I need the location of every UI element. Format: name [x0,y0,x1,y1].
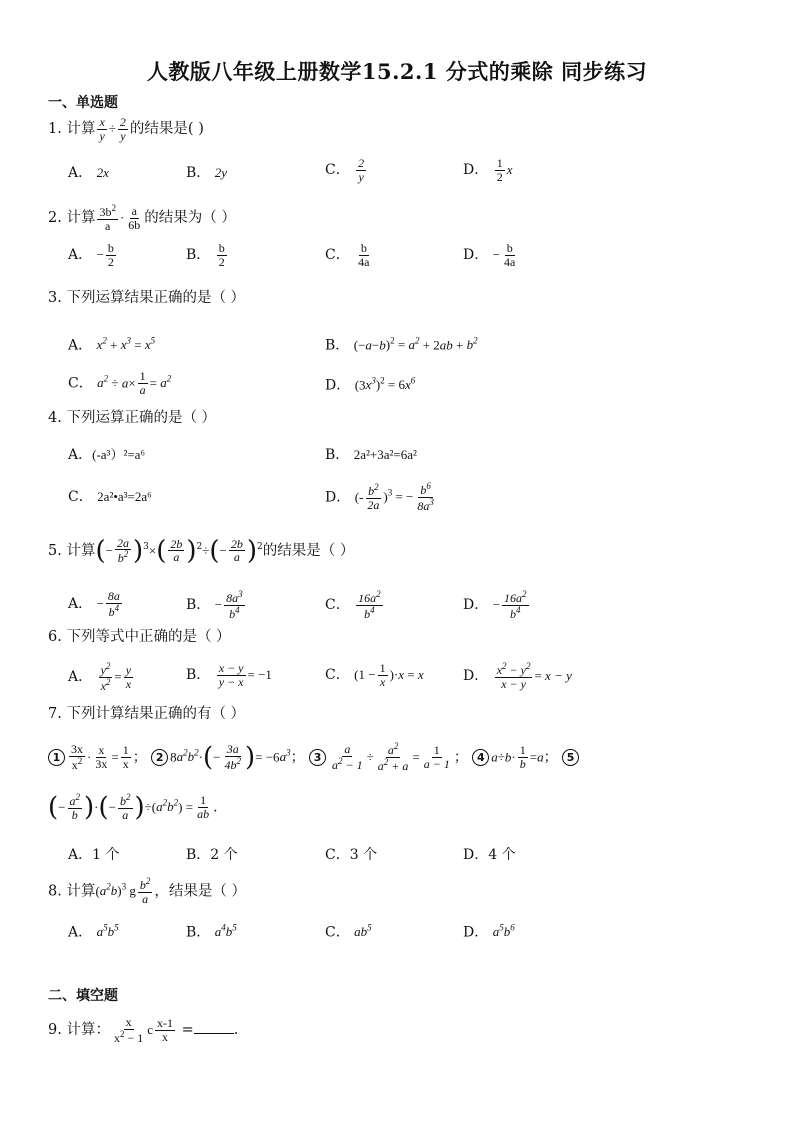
q7-option-a[interactable]: A．1 个 [68,847,120,863]
q5-option-a[interactable]: A． − $\frac{8a}{b^4}$ [68,589,120,619]
q6-option-d[interactable]: D． $\frac{x^2 - y^2}{x - y}$ = x − y [463,661,572,691]
q6-option-b[interactable]: B． $\frac{x - y}{y - x}$ = −1 [186,661,272,689]
q2-option-b[interactable]: B． $\frac{b}{2}$ [186,241,225,269]
q3-option-c[interactable]: C． $a^2 \div a\times$ $\frac{1}{a}$ = $a^2$ [68,369,172,397]
q7-statements-row2: (− $\frac{a^2}{b}$ )·(− $\frac{b^2}{a}$ )$\div(a^2b^2)$ = $\frac{1}{ab}$ . [48,792,218,823]
q6-option-a[interactable]: A． $\frac{y^2}{x^2}$ = $\frac{y}{x}$ [68,661,132,693]
q8-option-a[interactable]: A． $a^5b^5$ [68,923,119,941]
q3-option-a[interactable]: A． $x^2 + x^3 = x^5$ [68,336,156,354]
question-7: 7. 下列计算结果正确的有（ ） [48,706,246,722]
question-3: 3. 下列运算结果正确的是（ ） [48,290,246,306]
q5-option-d[interactable]: D． − $\frac{16a^2}{b^4}$ [463,589,527,621]
question-8: 8. 计算$(a^2b)^3$ g $\frac{b^2}{a}$ ，结果是（ ） [48,876,246,906]
q1-option-a[interactable]: A． 2x [68,165,109,181]
q4-option-d[interactable]: D． (- $\frac{b^2}{2a}$ )$^3$ = − $\frac{b^6}{8a^3}$ [325,481,434,513]
q3-option-d[interactable]: D． $(3x^3)^2 = 6x^6$ [325,376,416,394]
q6-option-c[interactable]: C． (1 − $\frac{1}{x}$ )·x = x [325,661,424,689]
q4-option-a[interactable]: A．(-a³）²=a⁶ [68,447,145,463]
q7-statements-row1: 1 $\frac{3x}{x^2}$ · $\frac{x}{3x}$ = $\frac{1}{x}$ ； 2 $8a^2b^2\cdot(-$ $\frac{3a}{4b^2}$ )= $-6a^3$； 3 $\frac{a}{a^2 - 1}$ ÷ $\frac{a^2}{a^2 + a}$ = $\frac{1}{a - 1}$ ； 4 a÷b· $\frac{1}{b}$ =a； 5 [48,742,581,772]
q5-option-b[interactable]: B． − $\frac{8a^3}{b^4}$ [186,589,243,621]
question-1: 1. 计算 $\frac{x}{y}$ ÷ $\frac{2}{y}$ 的结果是( ) [48,115,204,143]
q3-option-b[interactable]: B． $(-a-b)^2 = a^2 + 2ab + b^2$ [325,336,478,354]
question-5: 5. 计算(− $\frac{2a}{b^2}$ )$^3$×( $\frac{2b}{a}$ )$^2$÷(− $\frac{2b}{a}$ )$^2$的结果是（ ） [48,535,355,566]
question-2: 2. 计算 $\frac{3b^2}{a}$ · $\frac{a}{6b}$ 的结果为（ ） [48,203,236,233]
q8-option-c[interactable]: C． $ab^5$ [325,923,372,941]
page-title: 人教版八年级上册数学15.2.1 分式的乘除 同步练习 [146,59,648,84]
q1-option-d[interactable]: D． $\frac{1}{2}$ x [463,156,513,184]
q8-option-b[interactable]: B． $a^4b^5$ [186,923,237,941]
q1-option-b[interactable]: B． 2y [186,165,228,181]
q4-option-c[interactable]: C． 2a²•a³=2a⁶ [68,489,152,505]
q4-option-b[interactable]: B． 2a²+3a²=6a² [325,447,417,463]
question-9: 9. 计算： $\frac{x}{x^2 - 1}$ c $\frac{x-1}{x}$ = . [48,1015,239,1045]
q2-option-d[interactable]: D． − $\frac{b}{4a}$ [463,241,516,269]
q8-option-d[interactable]: D． $a^5b^6$ [463,923,515,941]
section-fill-in: 二、填空题 [48,988,118,1004]
question-6: 6. 下列等式中正确的是（ ） [48,629,231,645]
q1-option-c[interactable]: C． $\frac{2}{y}$ [325,156,365,184]
answer-blank[interactable] [194,1019,234,1034]
q7-option-c[interactable]: C．3 个 [325,847,378,863]
q7-option-b[interactable]: B．2 个 [186,847,238,863]
q7-option-d[interactable]: D．4 个 [463,847,516,863]
question-4: 4. 下列运算正确的是（ ） [48,410,217,426]
q2-option-a[interactable]: A． − $\frac{b}{2}$ [68,241,114,269]
section-single-choice: 一、单选题 [48,95,118,111]
q5-option-c[interactable]: C． $\frac{16a^2}{b^4}$ [325,589,381,621]
q2-option-c[interactable]: C． $\frac{b}{4a}$ [325,241,370,269]
